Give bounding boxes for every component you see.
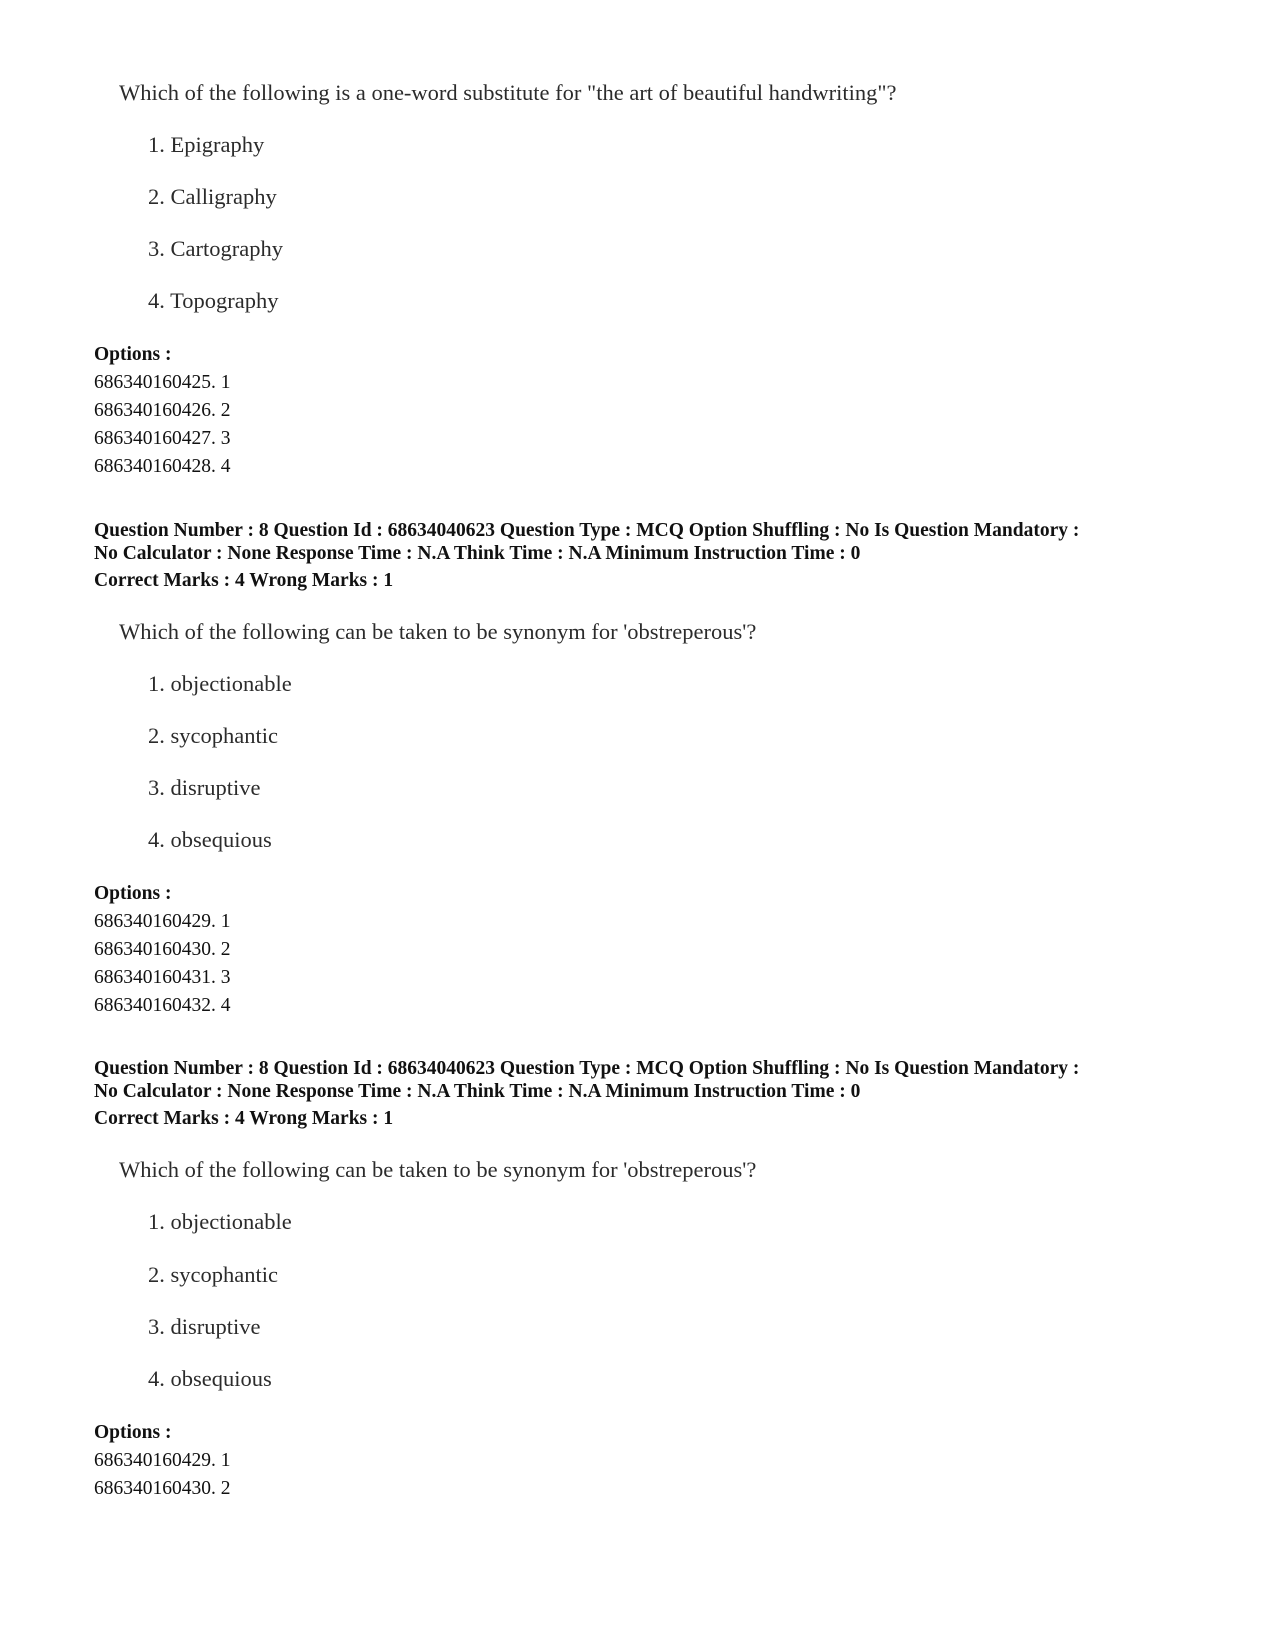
option-row: 686340160426. 2 — [94, 400, 231, 421]
options-label: Options : — [94, 1422, 172, 1443]
option-row: 686340160429. 1 — [94, 911, 231, 932]
option-row: 686340160428. 4 — [94, 456, 231, 477]
option-row: 686340160430. 2 — [94, 1478, 231, 1499]
answer-choice: 1. objectionable — [148, 671, 292, 696]
options-label: Options : — [94, 344, 172, 365]
option-row: 686340160427. 3 — [94, 428, 231, 449]
question-text: Which of the following can be taken to be synonym for 'obstreperous'? — [119, 1157, 757, 1182]
question-text: Which of the following is a one-word substitute for "the art of beautiful handwriting"? — [119, 80, 897, 105]
answer-choice: 2. sycophantic — [148, 1262, 278, 1287]
question-meta-line: No Calculator : None Response Time : N.A Think Time : N.A Minimum Instruction Time : 0 — [94, 1081, 861, 1102]
option-row: 686340160429. 1 — [94, 1450, 231, 1471]
answer-choice: 3. Cartography — [148, 236, 283, 261]
answer-choice: 3. disruptive — [148, 1314, 261, 1339]
question-meta-line: No Calculator : None Response Time : N.A Think Time : N.A Minimum Instruction Time : 0 — [94, 543, 861, 564]
option-row: 686340160430. 2 — [94, 939, 231, 960]
answer-choice: 1. objectionable — [148, 1209, 292, 1234]
marks-line: Correct Marks : 4 Wrong Marks : 1 — [94, 570, 394, 591]
question-meta-line: Question Number : 8 Question Id : 68634040623 Question Type : MCQ Option Shuffling : No Is Question Mandatory : — [94, 520, 1080, 541]
answer-choice: 2. Calligraphy — [148, 184, 277, 209]
options-label: Options : — [94, 883, 172, 904]
option-row: 686340160431. 3 — [94, 967, 231, 988]
answer-choice: 4. Topography — [148, 288, 279, 313]
option-row: 686340160432. 4 — [94, 995, 231, 1016]
question-text: Which of the following can be taken to be synonym for 'obstreperous'? — [119, 619, 757, 644]
answer-choice: 1. Epigraphy — [148, 132, 265, 157]
answer-choice: 2. sycophantic — [148, 723, 278, 748]
answer-choice: 4. obsequious — [148, 827, 272, 852]
answer-choice: 4. obsequious — [148, 1366, 272, 1391]
answer-choice: 3. disruptive — [148, 775, 261, 800]
marks-line: Correct Marks : 4 Wrong Marks : 1 — [94, 1108, 394, 1129]
option-row: 686340160425. 1 — [94, 372, 231, 393]
question-meta-line: Question Number : 8 Question Id : 68634040623 Question Type : MCQ Option Shuffling : No Is Question Mandatory : — [94, 1058, 1080, 1079]
